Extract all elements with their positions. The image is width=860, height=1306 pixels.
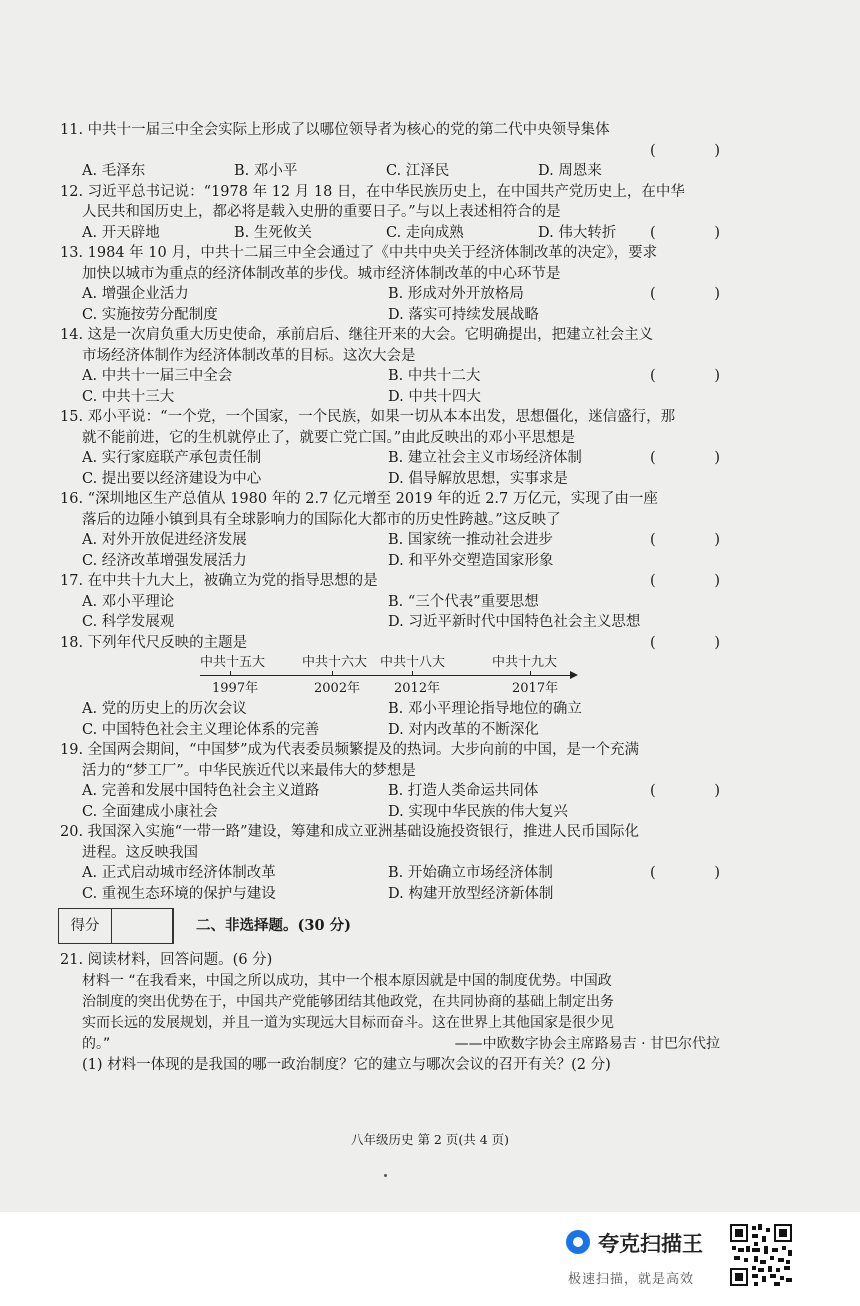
option-c[interactable]: C. 中国特色社会主义理论体系的完善 <box>82 721 320 738</box>
bracket-open: ( <box>650 573 656 589</box>
question-13 <box>60 243 720 325</box>
quark-logo-icon <box>566 1230 590 1254</box>
option-a[interactable]: A. 毛泽东 <box>82 163 146 179</box>
material-line: 的。” <box>82 1035 111 1052</box>
section-title: 二、非选择题。(30 分) <box>196 916 351 934</box>
question-18 <box>60 633 720 741</box>
bracket-close: ) <box>714 224 720 241</box>
option-d[interactable]: D. 落实可持续发展战略 <box>388 306 539 323</box>
bracket-open: ( <box>650 634 656 651</box>
timeline-tick <box>530 671 531 676</box>
option-c[interactable]: C. 江泽民 <box>386 163 450 179</box>
question-stem-continued: 人民共和国历史上，都必将是载入史册的重要日子。”与以上表述相符合的是 <box>82 204 561 220</box>
answer-bracket[interactable] <box>650 633 720 654</box>
question-11 <box>60 120 720 182</box>
bracket-open: ( <box>650 224 656 241</box>
page-footer: 八年级历史 第 2 页(共 4 页) <box>350 1132 510 1147</box>
answer-bracket[interactable] <box>650 448 720 469</box>
score-field[interactable] <box>112 909 173 943</box>
option-c[interactable]: C. 科学发展观 <box>82 614 175 630</box>
timeline-event: 中共十五大 <box>200 655 266 670</box>
option-list <box>60 699 720 740</box>
option-d[interactable]: D. 周恩来 <box>538 163 602 179</box>
question-17 <box>60 571 720 633</box>
option-c[interactable]: C. 经济改革增强发展活力 <box>82 552 247 569</box>
option-d[interactable]: D. 和平外交塑造国家形象 <box>388 552 554 569</box>
bracket-close: ) <box>714 142 720 159</box>
answer-bracket[interactable] <box>650 781 720 802</box>
option-b[interactable]: B. 开始确立市场经济体制 <box>388 865 553 881</box>
question-stem: 17. 在中共十九大上，被确立为党的指导思想的是 <box>60 573 378 589</box>
material-line: 实而长远的发展规划，并且一道为实现远大目标而奋斗。这在世界上其他国家是很少见 <box>82 1014 614 1031</box>
question-bracket-row <box>60 571 720 592</box>
question-19 <box>60 740 720 822</box>
option-a[interactable]: A. 中共十一届三中全会 <box>82 368 233 384</box>
timeline-arrow-icon <box>570 671 578 679</box>
option-c[interactable]: C. 提出要以经济建设为中心 <box>82 470 262 487</box>
option-a[interactable]: A. 开天辟地 <box>82 224 160 241</box>
option-list <box>60 223 720 244</box>
scan-dot <box>384 1174 387 1177</box>
option-list <box>60 448 720 489</box>
question-stem: 20. 我国深入实施“一带一路”建设，筹建和成立亚洲基础设施投资银行，推进人民币国际化 <box>60 824 639 840</box>
question-stem-continued: 进程。这反映我国 <box>82 844 198 861</box>
option-b[interactable]: B. 建立社会主义市场经济体制 <box>388 450 582 466</box>
bracket-open: ( <box>650 532 656 548</box>
question-stem: 11. 中共十一届三中全会实际上形成了以哪位领导者为核心的党的第二代中央领导集体 <box>60 122 610 138</box>
option-list <box>60 781 720 822</box>
material-source: ——中欧数字协会主席路易吉 · 甘巴尔代拉 <box>454 1035 720 1052</box>
timeline-tick <box>332 671 333 676</box>
option-d[interactable]: D. 中共十四大 <box>388 388 481 405</box>
question-stem-continued: 活力的“梦工厂”。中华民族近代以来最伟大的梦想是 <box>82 762 416 779</box>
option-list <box>60 863 720 904</box>
option-b[interactable]: B. “三个代表”重要思想 <box>388 593 539 610</box>
question-21 <box>60 950 720 1075</box>
option-a[interactable]: A. 正式启动城市经济体制改革 <box>82 865 276 881</box>
option-d[interactable]: D. 对内改革的不断深化 <box>388 721 539 738</box>
bracket-close: ) <box>714 286 720 302</box>
option-list <box>60 284 720 325</box>
question-20 <box>60 822 720 904</box>
bracket-close: ) <box>714 573 720 589</box>
qr-code-icon <box>728 1222 794 1288</box>
bracket-close: ) <box>714 865 720 881</box>
brand-slogan: 极速扫描，就是高效 <box>568 1272 695 1287</box>
question-stem-continued: 加快以城市为重点的经济体制改革的步伐。城市经济体制改革的中心环节是 <box>82 265 561 282</box>
option-c[interactable]: C. 重视生态环境的保护与建设 <box>82 885 276 902</box>
option-d[interactable]: D. 构建开放型经济新体制 <box>388 885 554 902</box>
question-stem: 13. 1984 年 10 月，中共十二届三中全会通过了《中共中央关于经济体制改革的决定》，要求 <box>60 245 658 261</box>
question-stem-continued: 市场经济体制作为经济体制改革的目标。这次大会是 <box>82 347 416 364</box>
option-c[interactable]: C. 走向成熟 <box>386 224 464 241</box>
timeline-event: 中共十八大 <box>380 655 446 670</box>
timeline-axis <box>200 675 572 676</box>
question-list <box>60 120 720 1075</box>
timeline-year: 1997年 <box>212 681 259 696</box>
option-list <box>60 592 720 633</box>
option-c[interactable]: C. 中共十三大 <box>82 388 175 405</box>
bracket-open: ( <box>650 865 656 881</box>
question-stem: 12. 习近平总书记说：“1978 年 12 月 18 日，在中华民族历史上，在中国共产党历史上，在中华 <box>60 183 685 200</box>
bracket-close: ) <box>714 532 720 548</box>
option-d[interactable]: D. 习近平新时代中国特色社会主义思想 <box>388 614 641 630</box>
option-b[interactable]: B. 邓小平 <box>234 163 298 179</box>
brand-name: 夸克扫描王 <box>598 1232 703 1256</box>
bracket-close: ) <box>714 634 720 651</box>
option-a[interactable]: A. 邓小平理论 <box>82 593 175 610</box>
question-stem: 19. 全国两会期间，“中国梦”成为代表委员频繁提及的热词。大步向前的中国，是一个充满 <box>60 742 639 758</box>
answer-bracket[interactable] <box>650 530 720 551</box>
answer-bracket[interactable] <box>650 863 720 884</box>
option-c[interactable]: C. 全面建成小康社会 <box>82 803 218 820</box>
option-d[interactable]: D. 倡导解放思想，实事求是 <box>388 470 568 487</box>
question-stem: 18. 下列年代尺反映的主题是 <box>60 634 248 651</box>
scanner-watermark <box>566 1222 856 1302</box>
option-b[interactable]: B. 国家统一推动社会进步 <box>388 532 553 548</box>
option-a[interactable]: A. 完善和发展中国特色社会主义道路 <box>82 783 320 799</box>
timeline-year: 2017年 <box>512 681 559 696</box>
question-stem: 15. 邓小平说：“一个党，一个国家，一个民族，如果一切从本本出发，思想僵化，迷信盛行，那 <box>60 409 676 425</box>
bracket-open: ( <box>650 783 656 799</box>
bracket-open: ( <box>650 286 656 302</box>
bracket-close: ) <box>714 450 720 466</box>
material-line: 治制度的突出优势在于，中国共产党能够团结其他政党，在共同协商的基础上制定出务 <box>82 993 614 1010</box>
option-b[interactable]: B. 打造人类命运共同体 <box>388 783 539 799</box>
question-bracket-row <box>60 141 720 162</box>
bracket-open: ( <box>650 450 656 466</box>
question-stem-continued: 就不能前进，它的生机就停止了，就要亡党亡国。”由此反映出的邓小平思想是 <box>82 429 576 446</box>
bracket-close: ) <box>714 783 720 799</box>
option-b[interactable]: B. 生死攸关 <box>234 224 312 241</box>
option-list <box>60 161 720 182</box>
material-line: 材料一 “在我看来，中国之所以成功，其中一个根本原因就是中国的制度优势。中国政 <box>82 972 612 989</box>
option-list <box>60 530 720 571</box>
question-stem: 14. 这是一次肩负重大历史使命，承前启后、继往开来的大会。它明确提出，把建立社会主义 <box>60 327 654 343</box>
bracket-open: ( <box>650 142 656 159</box>
option-c[interactable]: C. 实施按劳分配制度 <box>82 306 218 323</box>
timeline-year: 2002年 <box>314 681 361 696</box>
answer-bracket[interactable] <box>650 284 720 305</box>
option-b[interactable]: B. 中共十二大 <box>388 368 481 384</box>
answer-bracket[interactable] <box>650 571 720 592</box>
material-passage <box>60 971 720 1055</box>
option-d[interactable]: D. 伟大转折 <box>538 224 617 241</box>
section-header <box>60 908 720 944</box>
score-box <box>58 908 174 944</box>
question-stem: 21. 阅读材料，回答问题。(6 分) <box>60 952 273 968</box>
option-a[interactable]: A. 党的历史上的历次会议 <box>82 701 247 717</box>
option-b[interactable]: B. 形成对外开放格局 <box>388 286 524 302</box>
bracket-close: ) <box>714 368 720 384</box>
answer-bracket[interactable] <box>650 141 720 162</box>
bracket-open: ( <box>650 368 656 384</box>
timeline-tick <box>230 671 231 676</box>
option-b[interactable]: B. 邓小平理论指导地位的确立 <box>388 701 582 717</box>
question-16 <box>60 489 720 571</box>
timeline-year: 2012年 <box>394 681 441 696</box>
question-14 <box>60 325 720 407</box>
sub-question-1: (1) 材料一体现的是我国的哪一政治制度？它的建立与哪次会议的召开有关？(2 分) <box>82 1056 611 1073</box>
timeline-tick <box>412 671 413 676</box>
question-12 <box>60 182 720 244</box>
timeline-ruler <box>200 653 580 699</box>
timeline-event: 中共十六大 <box>302 655 368 670</box>
question-15 <box>60 407 720 489</box>
answer-bracket[interactable] <box>650 366 720 387</box>
question-bracket-row <box>60 633 720 654</box>
timeline-event: 中共十九大 <box>492 655 558 670</box>
question-stem: 16. “深圳地区生产总值从 1980 年的 2.7 亿元增至 2019 年的近 2.7 万亿元，实现了由一座 <box>60 491 658 507</box>
option-a[interactable]: A. 对外开放促进经济发展 <box>82 532 247 548</box>
option-d[interactable]: D. 实现中华民族的伟大复兴 <box>388 803 568 820</box>
answer-bracket[interactable] <box>650 223 720 244</box>
question-stem-continued: 落后的边陲小镇到具有全球影响力的国际化大都市的历史性跨越。”这反映了 <box>82 511 561 528</box>
option-a[interactable]: A. 实行家庭联产承包责任制 <box>82 450 262 466</box>
option-a[interactable]: A. 增强企业活力 <box>82 286 189 302</box>
score-label: 得分 <box>59 909 112 943</box>
option-list <box>60 366 720 407</box>
